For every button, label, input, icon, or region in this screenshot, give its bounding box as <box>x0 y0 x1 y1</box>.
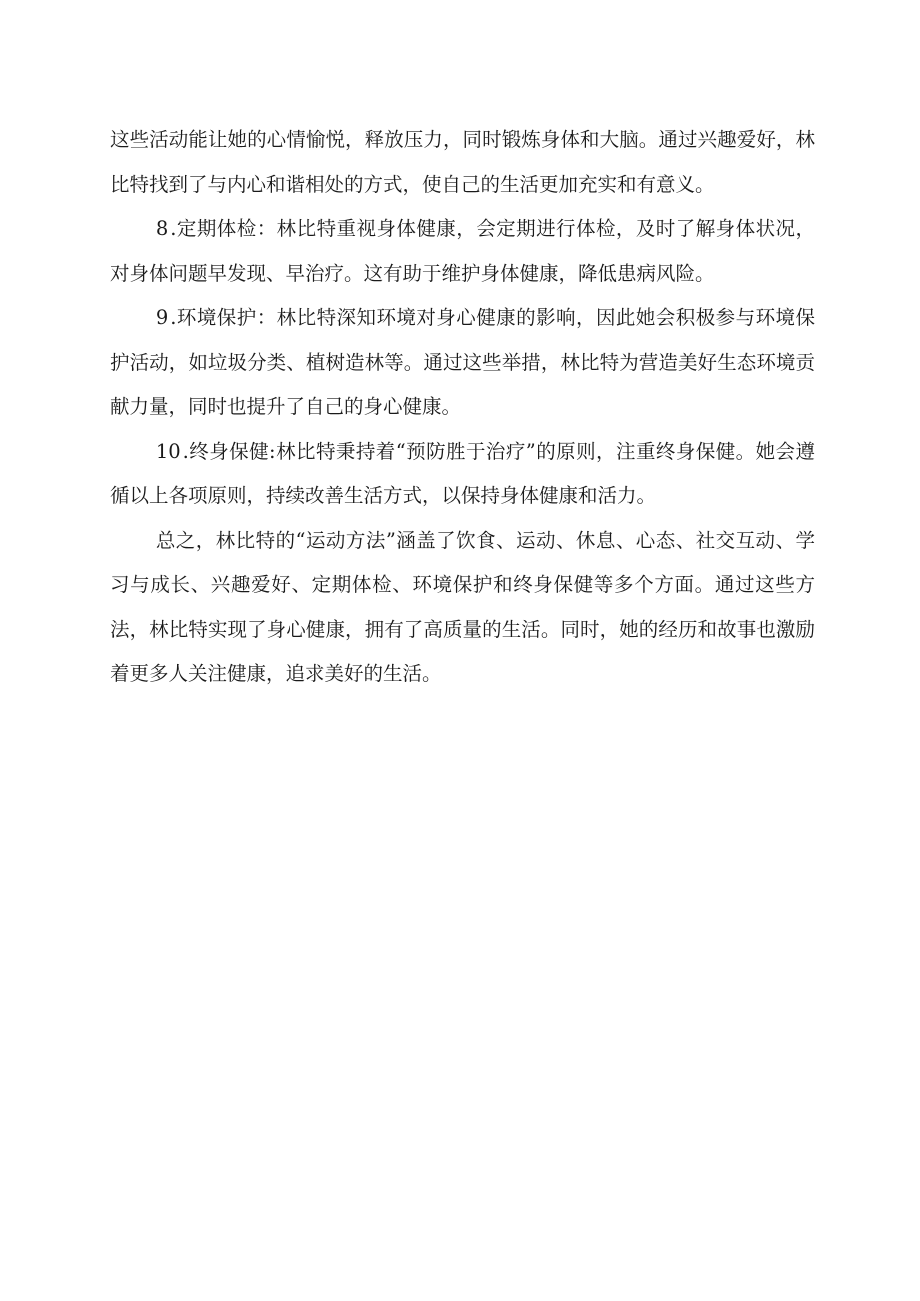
item-number: 9 <box>155 306 169 329</box>
paragraph-text: 总之，林比特的“运动方法”涵盖了饮食、运动、休息、心态、社交互动、学习与成长、兴趣爱好、定期体检、环境保护和终身保健等多个方面。通过这些方法，林比特实现了身心健康，拥有了高质量的生活。同时，她的经历和故事也激励着更多人关注健康，追求美好的生活。 <box>110 528 815 685</box>
paragraph-hobbies-continued <box>110 118 815 207</box>
paragraph-text: .环境保护：林比特深知环境对身心健康的影响，因此她会积极参与环境保护活动，如垃圾分类、植树造林等。通过这些举措，林比特为营造美好生态环境贡献力量，同时也提升了自己的身心健康。 <box>110 306 815 418</box>
paragraph-text: .终身保健:林比特秉持着“预防胜于治疗”的原则，注重终身保健。她会遵循以上各项原则，持续改善生活方式，以保持身体健康和活力。 <box>110 439 815 507</box>
paragraph-item-10-lifelong-care <box>110 430 815 519</box>
paragraph-item-9-environment <box>110 296 815 430</box>
paragraph-item-8-checkup <box>110 207 815 296</box>
item-number: 8 <box>155 217 169 240</box>
paragraph-text: .定期体检：林比特重视身体健康，会定期进行体检，及时了解身体状况，对身体问题早发现、早治疗。这有助于维护身体健康，降低患病风险。 <box>110 217 815 285</box>
paragraph-text: 这些活动能让她的心情愉悦，释放压力，同时锻炼身体和大脑。通过兴趣爱好，林比特找到了与内心和谐相处的方式，使自己的生活更加充实和有意义。 <box>110 128 815 196</box>
paragraph-summary <box>110 519 815 697</box>
document-page <box>110 118 815 697</box>
item-number: 10 <box>155 439 181 463</box>
